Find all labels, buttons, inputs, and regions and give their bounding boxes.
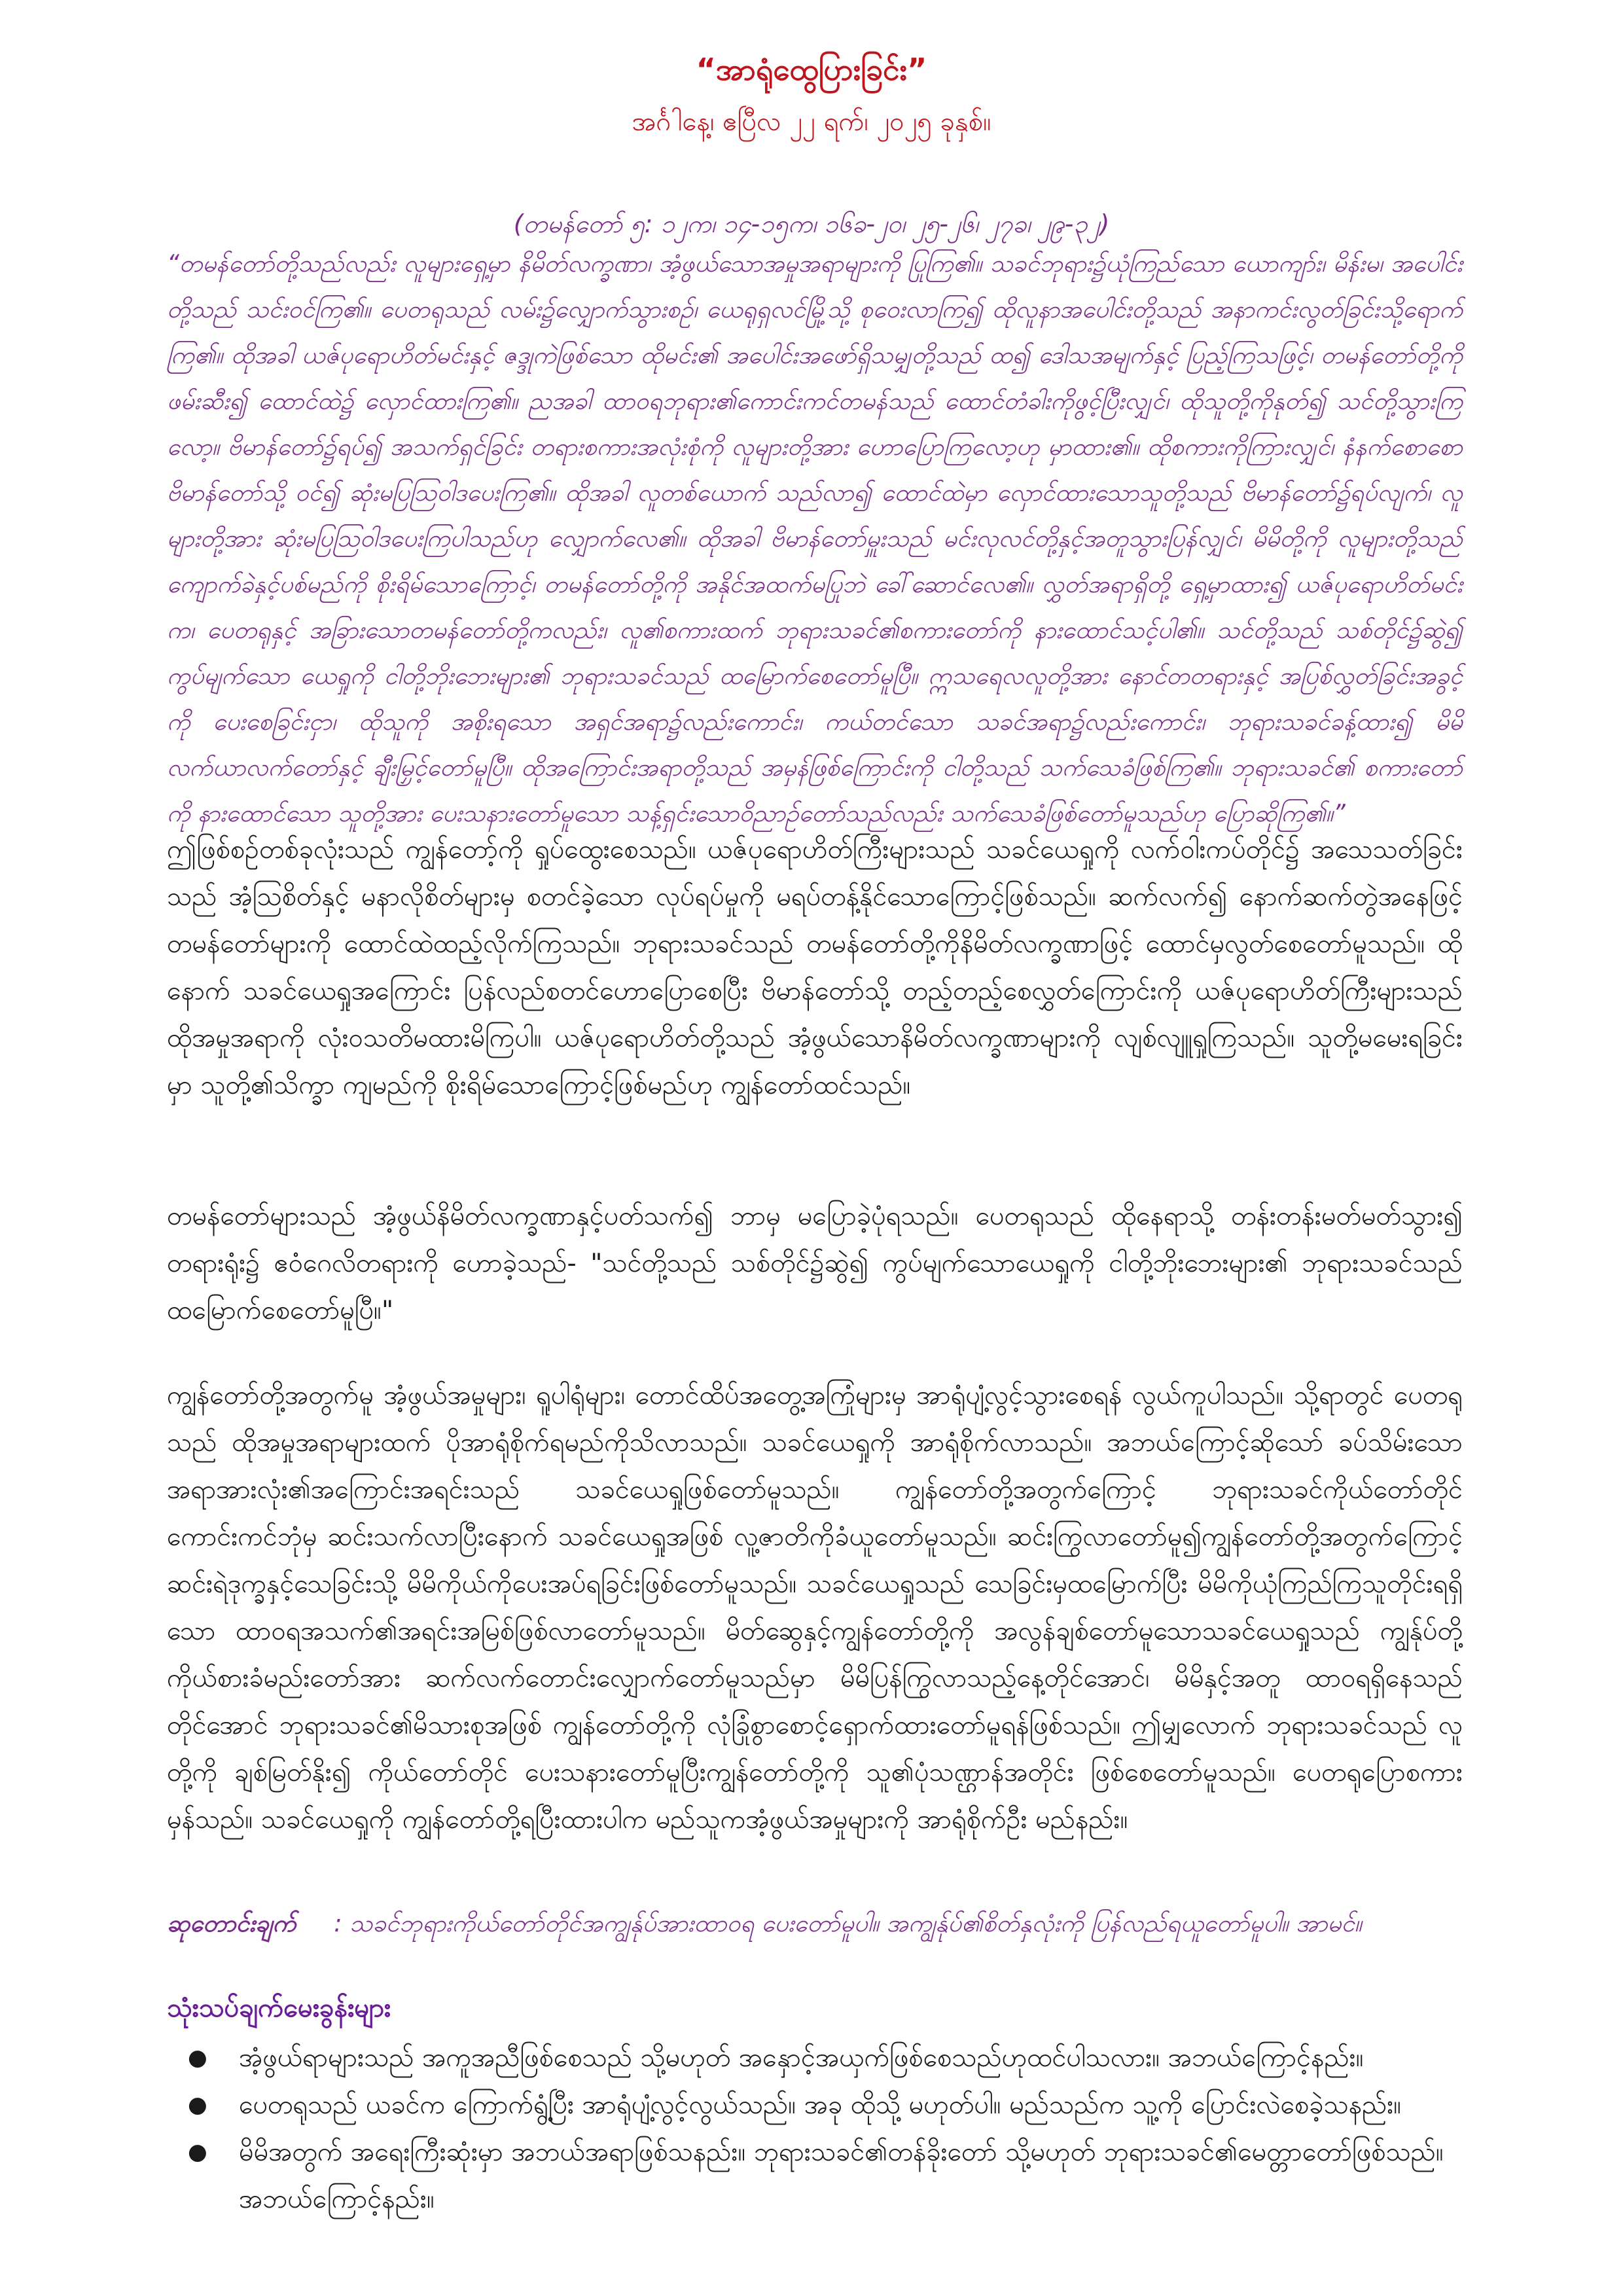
paragraph-1: ဤဖြစ်စဉ်တစ်ခုလုံးသည် ကျွန်တော့်ကို ရှုပ်ထွေးစေသည်။ ယဇ်ပုရောဟိတ်ကြီးများသည် သခင်ယေရှုကို လက်ဝါးကပ်တိုင်၌ အသေသတ်ခြင်းသည် အံ့ဩစိတ်နှင့် မနာလိုစိတ်များမှ စတင်ခဲ့သော လုပ်ရပ်မှုကို မရပ်တန့်နိုင်သောကြောင့်ဖြစ်သည်။ ဆက်လက်၍ နောက်ဆက်တွဲအနေဖြင့် တမန်တော်များကို ထောင်ထဲထည့်လိုက်ကြသည်။ ဘုရားသခင်သည် တမန်တော်တို့ကိုနိမိတ်လက္ခဏာဖြင့် ထောင်မှလွတ်စေတော်မူသည်။ ထိုနောက် သခင်ယေရှုအကြောင်း ပြန်လည်စတင်ဟောပြောစေပြီး ဗိမာန်တော်သို့ တည့်တည့်စေလွှတ်ကြောင်းကို ယဇ်ပုရောဟိတ်ကြီးများသည် ထိုအမှုအရာကို လုံးဝသတိမထားမိကြပါ။ ယဇ်ပုရောဟိတ်တို့သည် အံ့ဖွယ်သောနိမိတ်လက္ခဏာများကို လျစ်လျူရှုကြသည်။ သူတို့မမေးရခြင်းမှာ သူတို့၏သိက္ခာ ကျမည်ကို စိုးရိမ်သောကြောင့်ဖြစ်မည်ဟု ကျွန်တော်ထင်သည်။ <box>167 834 1463 1100</box>
bullet-icon: ● <box>188 2139 207 2165</box>
page-title: “အာရုံထွေပြားခြင်း” <box>696 52 927 87</box>
questions-list <box>167 2034 1463 2223</box>
paragraph-2: တမန်တော်များသည် အံ့ဖွယ်နိမိတ်လက္ခဏာနှင့်ပတ်သက်၍ ဘာမှ မပြောခဲ့ပုံရသည်။ ပေတရုသည် ထိုနေရာသို့ တန်းတန်းမတ်မတ်သွား၍ တရားရုံး၌ ဧဝံဂေလိတရားကို ဟောခဲ့သည်- "သင်တို့သည် သစ်တိုင်၌ဆွဲ၍ ကွပ်မျက်သောယေရှုကို ငါတို့ဘိုးဘေးများ၏ ဘုရားသခင်သည် ထမြောက်စေတော်မူပြီ။" <box>167 1201 1463 1325</box>
question-text: ပေတရုသည် ယခင်က ကြောက်ရွံ့ပြီး အာရုံပျံ့လွင့်လွယ်သည်။ အခု ထိုသို့ မဟုတ်ပါ။ မည်သည်က သူ့ကို ပြောင်းလဲစေခဲ့သနည်း။ <box>239 2090 1402 2120</box>
prayer-text: : သခင်ဘုရားကိုယ်တော်တိုင်အကျွန်ုပ်အားထာဝရ ပေးတော်မူပါ။ အကျွန်ုပ်၏စိတ်နှလုံးကို ပြန်လည်ရယူတော်မူပါ။ အာမင်။ <box>334 1909 1362 1937</box>
paragraph-3: ကျွန်တော်တို့အတွက်မူ အံ့ဖွယ်အမှုများ၊ ရူပါရုံများ၊ တောင်ထိပ်အတွေ့အကြုံများမှ အာရုံပျံ့လွင့်သွားစေရန် လွယ်ကူပါသည်။ သို့ရာတွင် ပေတရုသည် ထိုအမှုအရာများထက် ပိုအာရုံစိုက်ရမည်ကိုသိလာသည်။ သခင်ယေရှုကို အာရုံစိုက်လာသည်။ အဘယ်ကြောင့်ဆိုသော် ခပ်သိမ်းသောအရာအားလုံး၏အကြောင်းအရင်းသည် သခင်ယေရှုဖြစ်တော်မူသည်။ ကျွန်တော်တို့အတွက်ကြောင့် ဘုရားသခင်ကိုယ်တော်တိုင် ကောင်းကင်ဘုံမှ ဆင်းသက်လာပြီးနောက် သခင်ယေရှုအဖြစ် လူ့ဇာတိကိုခံယူတော်မူသည်။ ဆင်းကြွလာတော်မူ၍ကျွန်တော်တို့အတွက်ကြောင့် ဆင်းရဲဒုက္ခနှင့်သေခြင်းသို့ မိမိကိုယ်ကိုပေးအပ်ရခြင်းဖြစ်တော်မူသည်။ သခင်ယေရှုသည် သေခြင်းမှထမြောက်ပြီး မိမိကိုယုံကြည်ကြသူတိုင်းရရှိသော ထာဝရအသက်၏အရင်းအမြစ်ဖြစ်လာတော်မူသည်။ မိတ်ဆွေနှင့်ကျွန်တော်တို့ကို အလွန်ချစ်တော်မူသောသခင်ယေရှုသည် ကျွန်ုပ်တို့ကိုယ်စားခံမည်းတော်အား ဆက်လက်တောင်းလျှောက်တော်မူသည်မှာ မိမိပြန်ကြွလာသည့်နေ့တိုင်အောင်၊ မိမိနှင့်အတူ ထာဝရရှိနေသည်တိုင်အောင် ဘုရားသခင်၏မိသားစုအဖြစ် ကျွန်တော်တို့ကို လုံခြုံစွာစောင့်ရှောက်ထားတော်မူရန်ဖြစ်သည်။ ဤမျှလောက် ဘုရားသခင်သည် လူတို့ကို ချစ်မြတ်နိုး၍ ကိုယ်တော်တိုင် ပေးသနားတော်မူပြီးကျွန်တော်တို့ကို သူ၏ပုံသဏ္ဌာန်အတိုင်း ဖြစ်စေတော်မူသည်။ ပေတရုပြောစကားမှန်သည်။ သခင်ယေရှုကို ကျွန်တော်တို့ရပြီးထားပါက မည်သူကအံ့ဖွယ်အမှုများကို အာရုံစိုက်ဦး မည်နည်း။ <box>167 1380 1463 1835</box>
prayer-label: ဆုတောင်းချက် <box>167 1909 296 1937</box>
questions-heading: သုံးသပ်ချက်မေးခွန်းများ <box>167 1993 391 2023</box>
list-item <box>167 2034 1463 2081</box>
bullet-icon: ● <box>188 2092 207 2118</box>
question-text: မိမိအတွက် အရေးကြီးဆုံးမှာ အဘယ်အရာဖြစ်သနည်း။ ဘုရားသခင်၏တန်ခိုးတော် သို့မဟုတ် ဘုရားသခင်၏မေတ္တာတော်ဖြစ်သည်။ အဘယ်ကြောင့်နည်း။ <box>239 2137 1444 2214</box>
prayer <box>167 1908 1463 1943</box>
date-line: အင်္ဂါနေ့၊ ဧပြီလ ၂၂ ရက်၊ ၂၀၂၅ ခုနှစ်။ <box>632 107 991 137</box>
question-text: အံ့ဖွယ်ရာများသည် အကူအညီဖြစ်စေသည် သို့မဟုတ် အနှောင့်အယှက်ဖြစ်စေသည်ဟုထင်ပါသလား။ အဘယ်ကြောင့်နည်း။ <box>239 2043 1364 2073</box>
list-item <box>167 2081 1463 2128</box>
scripture-reference: (တမန်တော် ၅: ၁၂က၊ ၁၄-၁၅က၊ ၁၆ခ-၂၀၊ ၂၅-၂၆၊ ၂၇ခ၊ ၂၉-၃၂) <box>513 209 1110 238</box>
bullet-icon: ● <box>188 2045 207 2071</box>
scripture-passage: “တမန်တော်တို့သည်လည်း လူများရှေ့မှာ နိမိတ်လက္ခဏာ၊ အံ့ဖွယ်သောအမှုအရာများကို ပြုကြ၏။ သခင်ဘုရား၌ယုံကြည်သော ယောကျာ်း၊ မိန်းမ၊ အပေါင်းတို့သည် သင်းဝင်ကြ၏။ ပေတရုသည် လမ်း၌လျှောက်သွားစဉ်၊ ယေရုရှလင်မြို့သို့ စုဝေးလာကြ၍ ထိုလူနာအပေါင်းတို့သည် အနာကင်းလွတ်ခြင်းသို့ရောက်ကြ၏။ ထိုအခါ ယဇ်ပုရောဟိတ်မင်းနှင့် ဇဒ္ဒုကဲဖြစ်သော ထိုမင်း၏ အပေါင်းအဖော်ရှိသမျှတို့သည် ထ၍ ဒေါသအမျက်နှင့် ပြည့်ကြသဖြင့်၊ တမန်တော်တို့ကိုဖမ်းဆီး၍ ထောင်ထဲ၌ လှောင်ထားကြ၏။ ညအခါ ထာဝရဘုရား၏ကောင်းကင်တမန်သည် ထောင်တံခါးကိုဖွင့်ပြီးလျှင်၊ ထိုသူတို့ကိုနုတ်၍ သင်တို့သွားကြလော့။ ဗိမာန်တော်၌ရပ်၍ အသက်ရှင်ခြင်း တရားစကားအလုံးစုံကို လူများတို့အား ဟောပြောကြလော့ဟု မှာထား၏။ ထိုစကားကိုကြားလျှင်၊ နံနက်စောစော ဗိမာန်တော်သို့ ဝင်၍ ဆုံးမပြဩဝါဒပေးကြ၏။ ထိုအခါ လူတစ်ယောက် သည်လာ၍ ထောင်ထဲမှာ လှောင်ထားသောသူတို့သည် ဗိမာန်တော်၌ရပ်လျက်၊ လူများတို့အား ဆုံးမပြဩဝါဒပေးကြပါသည်ဟု လျှောက်လေ၏။ ထိုအခါ ဗိမာန်တော်မှူးသည် မင်းလုလင်တို့နှင့်အတူသွားပြန်လျှင်၊ မိမိတို့ကို လူများတို့သည် ကျောက်ခဲနှင့်ပစ်မည်ကို စိုးရိမ်သောကြောင့်၊ တမန်တော်တို့ကို အနိုင်အထက်မပြုဘဲ ခေါ်ဆောင်လေ၏။ လွှတ်အရာရှိတို့ ရှေ့မှာထား၍ ယဇ်ပုရောဟိတ်မင်းက၊ ပေတရုနှင့် အခြားသောတမန်တော်တို့ကလည်း၊ လူ၏စကားထက် ဘုရားသခင်၏စကားတော်ကို နားထောင်သင့်ပါ၏။ သင်တို့သည် သစ်တိုင်၌ဆွဲ၍ ကွပ်မျက်သော ယေရှုကို ငါတို့ဘိုးဘေးများ၏ ဘုရားသခင်သည် ထမြောက်စေတော်မူပြီ။ ဣသရေလလူတို့အား နောင်တတရားနှင့် အပြစ်လွှတ်ခြင်းအခွင့်ကို ပေးစေခြင်းငှာ၊ ထိုသူကို အစိုးရသော အရှင်အရာ၌လည်းကောင်း၊ ကယ်တင်သော သခင်အရာ၌လည်းကောင်း၊ ဘုရားသခင်ခန့်ထား၍ မိမိလက်ယာလက်တော်နှင့် ချီးမြှင့်တော်မူပြီ။ ထိုအကြောင်းအရာတို့သည် အမှန်ဖြစ်ကြောင်းကို ငါတို့သည် သက်သေခံဖြစ်ကြ၏။ ဘုရားသခင်၏ စကားတော်ကို နားထောင်သော သူတို့အား ပေးသနားတော်မူသော သန့်ရှင်းသောဝိညာဉ်တော်သည်လည်း သက်သေခံဖြစ်တော်မူသည်ဟု ပြောဆိုကြ၏။” <box>167 249 1463 827</box>
list-item <box>167 2128 1463 2223</box>
